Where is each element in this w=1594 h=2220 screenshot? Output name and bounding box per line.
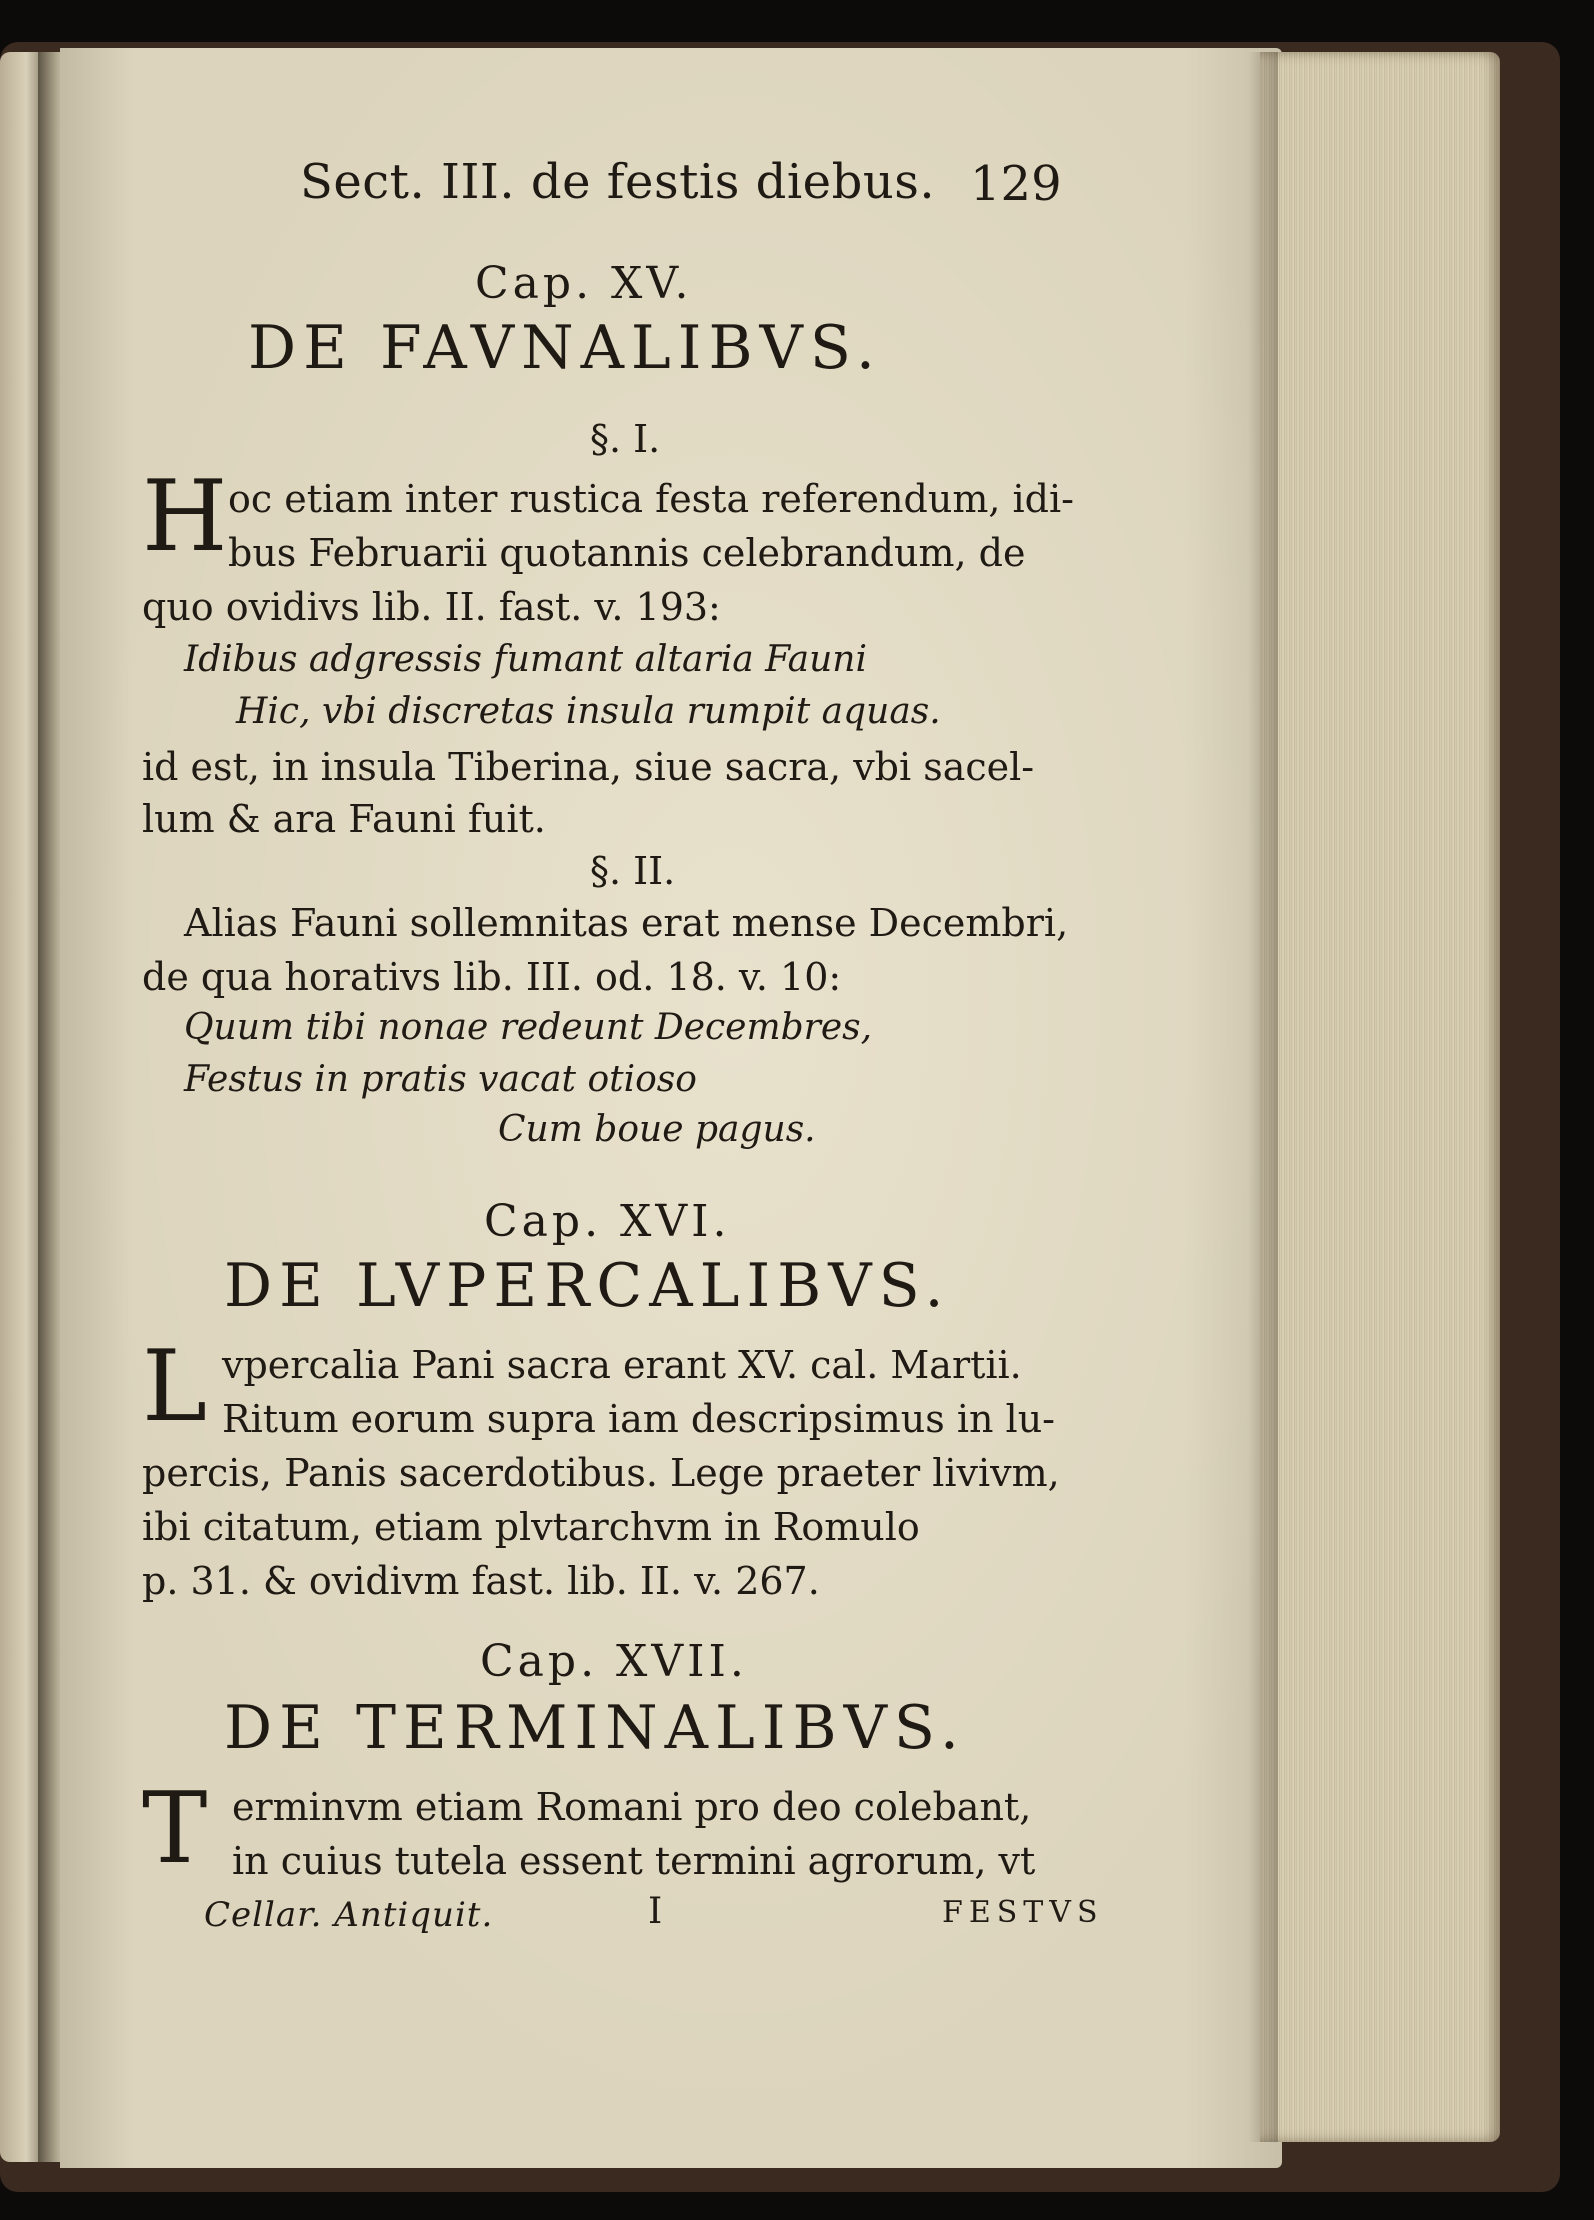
text-line: ibi citatum, etiam plvtarchvm in Romulo (142, 1505, 920, 1549)
text-line: Alias Fauni sollemnitas erat mense Decembri, (184, 901, 1069, 945)
text-line: lum & ara Fauni fuit. (142, 797, 546, 841)
verse-line: Festus in pratis vacat otioso (184, 1059, 697, 1100)
verse-line: Hic, vbi discretas insula rumpit aquas. (236, 691, 941, 732)
text-line: percis, Panis sacerdotibus. Lege praeter livivm, (142, 1451, 1060, 1495)
section-1-mark: §. I. (590, 417, 661, 461)
catchword-left: Cellar. Antiquit. (204, 1895, 494, 1935)
text-line: de qua horativs lib. III. od. 18. v. 10: (142, 955, 842, 999)
section-2-mark: §. II. (590, 849, 676, 893)
edge-shadow (1248, 52, 1278, 2142)
dropcap-t: T (142, 1772, 208, 1886)
text-line: in cuius tutela essent termini agrorum, vt (232, 1839, 1036, 1883)
page-edges (1260, 52, 1500, 2142)
text-line: oc etiam inter rustica festa referendum, idi- (228, 477, 1074, 521)
text-line: quo ovidivs lib. II. fast. v. 193: (142, 585, 721, 629)
chapter-16-label: Cap. XVI. (484, 1196, 731, 1247)
text-line: p. 31. & ovidivm fast. lib. II. v. 267. (142, 1559, 820, 1603)
text-line: erminvm etiam Romani pro deo colebant, (232, 1785, 1032, 1829)
page-number: 129 (970, 156, 1062, 212)
chapter-15-label: Cap. XV. (475, 258, 693, 309)
running-head: Sect. III. de festis diebus. (300, 154, 936, 210)
signature-mark: I (648, 1891, 663, 1932)
chapter-16-title: DE LVPERCALIBVS. (224, 1251, 951, 1321)
verse-line: Idibus adgressis fumant altaria Fauni (184, 639, 867, 680)
verse-line: Quum tibi nonae redeunt Decembres, (184, 1007, 873, 1048)
text-line: Ritum eorum supra iam descripsimus in lu- (222, 1397, 1056, 1441)
dropcap-h: H (142, 460, 228, 574)
dropcap-l: L (142, 1330, 208, 1444)
chapter-17-title: DE TERMINALIBVS. (224, 1693, 966, 1763)
catchword-right: FESTVS (942, 1895, 1104, 1930)
chapter-17-label: Cap. XVII. (480, 1636, 748, 1687)
verse-line: Cum boue pagus. (498, 1109, 816, 1150)
text-line: id est, in insula Tiberina, siue sacra, vbi sacel- (142, 745, 1035, 789)
chapter-15-title: DE FAVNALIBVS. (248, 313, 882, 383)
text-line: bus Februarii quotannis celebrandum, de (228, 531, 1026, 575)
text-line: vpercalia Pani sacra erant XV. cal. Martii. (222, 1343, 1022, 1387)
